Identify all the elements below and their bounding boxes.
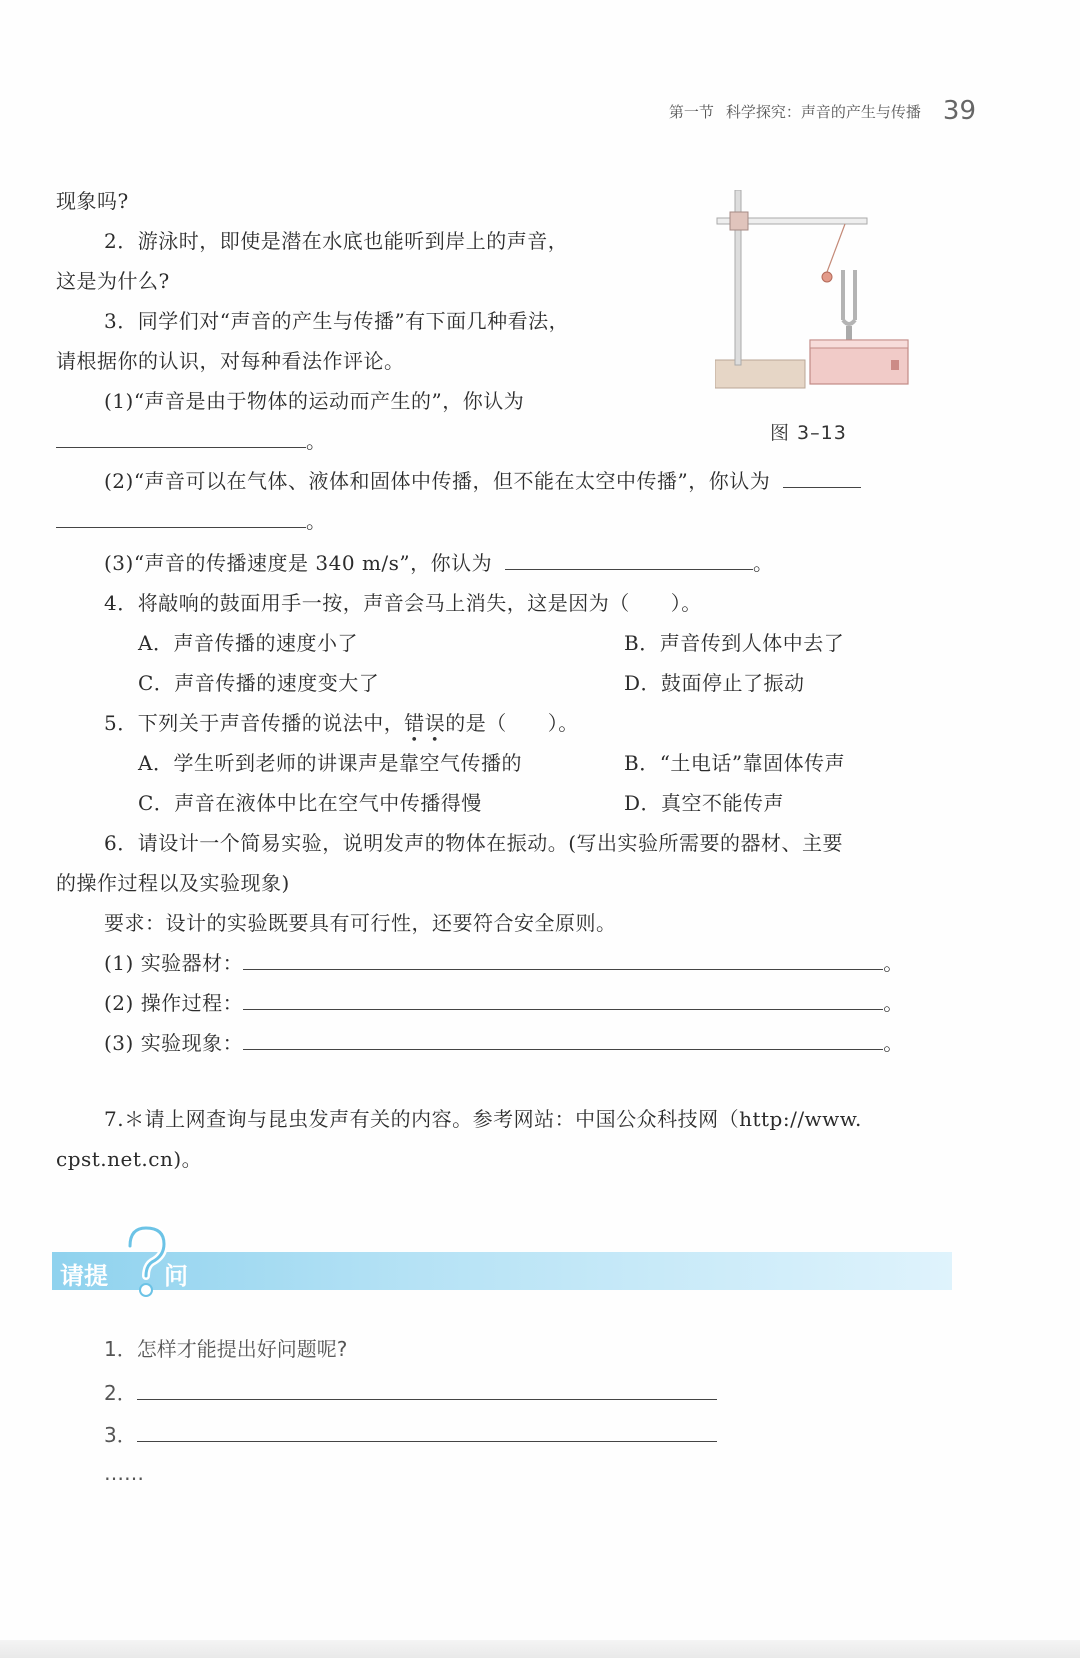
- figure-caption: 图 3–13: [770, 422, 847, 444]
- question-5: 5．下列关于声音传播的说法中，错误的是（ ）。: [104, 711, 579, 735]
- question-6-3: (3) 实验现象： 。: [104, 1031, 904, 1055]
- emphasis-char: 错: [404, 711, 425, 735]
- ask-question-banner: [52, 1238, 952, 1294]
- question-6-1: (1) 实验器材： 。: [104, 951, 904, 975]
- running-header: [669, 96, 976, 126]
- answer-blank[interactable]: [137, 1381, 717, 1400]
- answer-blank[interactable]: [783, 469, 861, 488]
- ask-item-1: 1．怎样才能提出好问题呢?: [104, 1337, 348, 1361]
- question-line: 现象吗?: [56, 189, 129, 213]
- question-3-line-2: 请根据你的认识，对每种看法作评论。: [56, 349, 405, 373]
- question-7-line-2: cpst.net.cn)。: [56, 1147, 203, 1171]
- answer-blank[interactable]: [137, 1423, 717, 1442]
- ask-ellipsis: ……: [104, 1461, 144, 1485]
- question-6-line-2: 的操作过程以及实验现象): [56, 871, 290, 895]
- option-4C: C．声音传播的速度变大了: [138, 671, 380, 695]
- question-3-2: (2)“声音可以在气体、液体和固体中传播，但不能在太空中传播”，你认为: [104, 468, 861, 494]
- tuning-fork-figure: [715, 190, 915, 450]
- option-4A: A．声音传播的速度小了: [138, 631, 358, 655]
- ask-item-3: 3．: [104, 1422, 717, 1448]
- header-section: 第一节: [668, 102, 714, 121]
- answer-blank[interactable]: [243, 991, 883, 1010]
- answer-blank[interactable]: [505, 551, 753, 570]
- answer-line-3-1: 。: [56, 428, 327, 454]
- question-2-line-2: 这是为什么?: [56, 269, 170, 293]
- answer-blank[interactable]: [243, 951, 883, 970]
- answer-blank[interactable]: [56, 429, 306, 448]
- banner-label-left: 请提: [60, 1262, 108, 1290]
- question-6-line-1: 6．请设计一个简易实验，说明发声的物体在振动。(写出实验所需要的器材、主要: [104, 831, 844, 855]
- question-3-line-1: 3．同学们对“声音的产生与传播”有下面几种看法，: [104, 309, 570, 333]
- question-2-line-1: 2．游泳时，即使是潜在水底也能听到岸上的声音，: [104, 229, 569, 253]
- option-5D: D．真空不能传声: [624, 791, 785, 815]
- header-title: 科学探究：声音的产生与传播: [725, 102, 921, 121]
- emphasis-char: 误: [424, 711, 446, 735]
- option-5C: C．声音在液体中比在空气中传播得慢: [138, 791, 482, 815]
- question-3-3: (3)“声音的传播速度是 340 m/s”，你认为 。: [104, 551, 774, 575]
- question-mark-icon: [120, 1224, 170, 1300]
- question-3-1: (1)“声音是由于物体的运动而产生的”，你认为: [104, 389, 525, 413]
- question-4: 4．将敲响的鼓面用手一按，声音会马上消失，这是因为（ ）。: [104, 591, 702, 615]
- option-4D: D．鼓面停止了振动: [624, 671, 805, 695]
- page-number: 39: [942, 96, 976, 126]
- answer-line-3-2: 。: [56, 508, 327, 534]
- question-6-2: (2) 操作过程： 。: [104, 991, 904, 1015]
- banner-label-right: 问: [164, 1262, 188, 1290]
- answer-blank[interactable]: [243, 1031, 883, 1050]
- question-7-line-1: 7.＊请上网查询与昆虫发声有关的内容。参考网站：中国公众科技网（http://www.: [104, 1107, 862, 1131]
- question-6-requirement: 要求：设计的实验既要具有可行性，还要符合安全原则。: [104, 911, 617, 935]
- option-5B: B．“土电话”靠固体传声: [624, 751, 846, 775]
- option-5A: A．学生听到老师的讲课声是靠空气传播的: [138, 751, 522, 775]
- ask-item-2: 2．: [104, 1380, 717, 1406]
- answer-blank[interactable]: [56, 509, 306, 528]
- option-4B: B．声音传到人体中去了: [624, 631, 845, 655]
